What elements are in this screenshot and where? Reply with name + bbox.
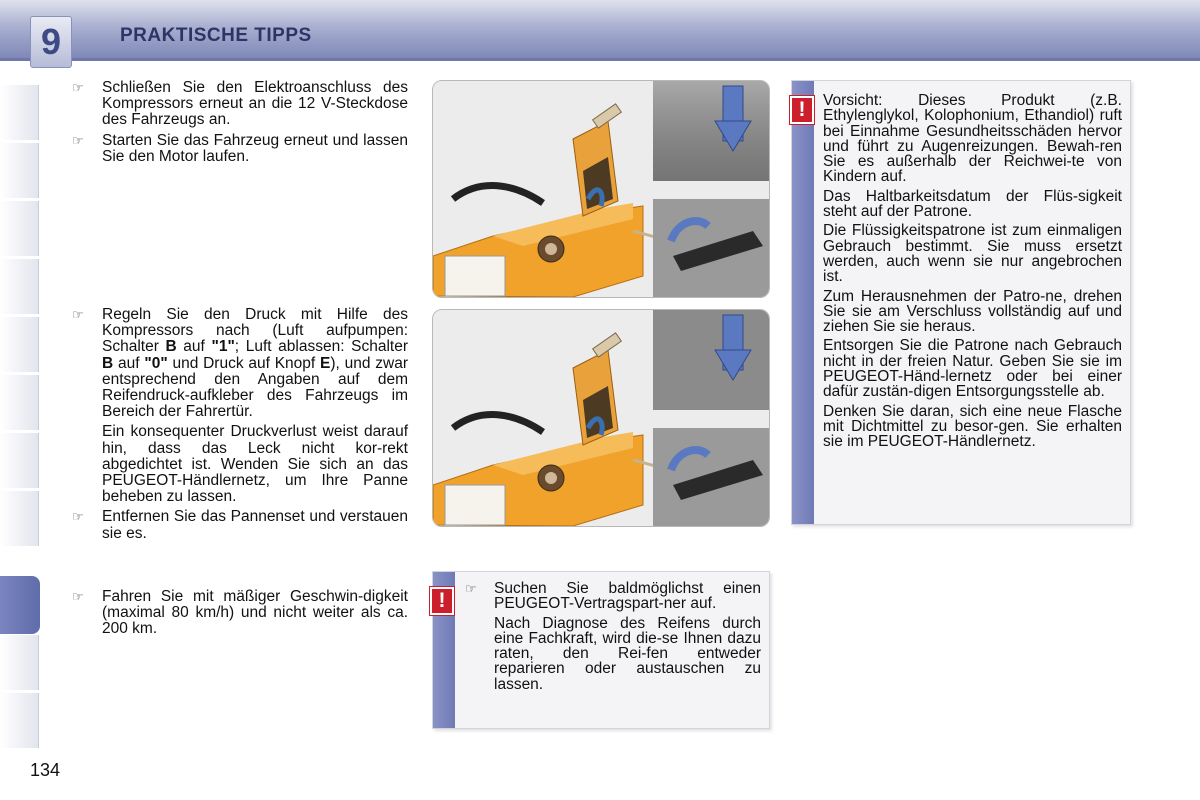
instructions-block-3	[72, 589, 408, 642]
paragraph: Das Haltbarkeitsdatum der Flüs-sigkeit steht auf der Patrone.	[823, 187, 1122, 221]
chapter-tab[interactable]	[0, 143, 39, 198]
compressor-illustration-1	[432, 80, 770, 298]
paragraph: Ein konsequenter Druckverlust weist darauf hin, dass das Leck nicht kor-rekt abgedichtet ist. Wenden Sie sich an das PEUGEOT-Händlernetz, um Ihre Panne beheben zu lassen.	[102, 423, 408, 506]
chapter-tab[interactable]	[0, 201, 39, 256]
chapter-tab[interactable]	[0, 433, 39, 488]
warning-text	[465, 581, 761, 696]
pointing-hand-icon: ☞	[72, 307, 84, 322]
instructions-block-1	[72, 80, 408, 169]
list-item: ☞ Schließen Sie den Elektroanschluss des Kompressors erneut an die 12 V-Steckdose des Fahrzeugs an.	[72, 79, 408, 129]
chapter-tab[interactable]	[0, 259, 39, 314]
page-title: PRAKTISCHE TIPPS	[120, 25, 312, 46]
chapter-tab[interactable]	[0, 635, 39, 690]
list-item: ☞ Regeln Sie den Druck mit Hilfe des Kompressors nach (Luft aufpumpen: Schalter B auf "1"; Luft ablassen: Schalter B auf "0" und Druck auf Knopf E), und zwar entsprechend den Angaben auf dem Reifendruck-aufkleber des Fahrzeugs im Bereich der Fahrertür.	[72, 306, 409, 421]
pointing-hand-icon: ☞	[465, 581, 477, 596]
chapter-tab[interactable]	[0, 317, 39, 372]
warning-text	[823, 93, 1122, 454]
paragraph: Entsorgen Sie die Patrone nach Gebrauch nicht in der freien Natur. Geben Sie sie im PEUGEOT-Händ-lernetz oder bei einer dafür zustän-digen Entsorgungsstelle ab.	[823, 337, 1122, 401]
list-item: ☞ Starten Sie das Fahrzeug erneut und lassen Sie den Motor laufen.	[72, 131, 408, 165]
warning-box	[791, 80, 1131, 525]
chapter-tab-active[interactable]	[0, 576, 40, 634]
compressor-drawing	[433, 81, 769, 297]
warning-icon: !	[430, 587, 454, 615]
chapter-tab[interactable]	[0, 693, 39, 748]
warning-strip	[792, 81, 814, 524]
chapter-tab[interactable]	[0, 375, 39, 430]
chapter-tab[interactable]	[0, 85, 39, 140]
list-item: ☞ Suchen Sie baldmöglichst einen PEUGEOT-Vertragspart-ner auf.	[465, 580, 761, 613]
chapter-tab[interactable]	[0, 491, 39, 546]
pointing-hand-icon: ☞	[72, 509, 84, 525]
paragraph: Nach Diagnose des Reifens durch eine Fachkraft, wird die-se Ihnen dazu raten, den Rei-fen entweder reparieren oder austauschen zu lassen.	[494, 614, 761, 693]
pointing-hand-icon: ☞	[72, 589, 84, 604]
list-item: ☞ Entfernen Sie das Pannenset und verstauen sie es.	[72, 508, 408, 542]
compressor-drawing	[433, 310, 769, 526]
paragraph: Vorsicht: Dieses Produkt (z.B. Ethylenglykol, Kolophonium, Ethandiol) ruft bei Einnahme Gesundheitsschäden hervor und führt zu Augenreizungen. Bewah-ren Sie es außerhalb der Reichwei-te von Kindern auf.	[823, 92, 1122, 186]
chapter-number: 9	[30, 16, 72, 68]
header-divider	[0, 58, 1200, 61]
compressor-illustration-2	[432, 309, 770, 527]
warning-icon: !	[790, 96, 814, 124]
page-number: 134	[30, 760, 61, 780]
pointing-hand-icon: ☞	[72, 80, 84, 95]
pointing-hand-icon: ☞	[72, 132, 84, 148]
list-item: ☞ Fahren Sie mit mäßiger Geschwin-digkeit (maximal 80 km/h) und nicht weiter als ca. 200 km.	[72, 588, 408, 638]
paragraph: Denken Sie daran, sich eine neue Flasche mit Dichtmittel zu besor-gen. Sie erhalten sie im PEUGEOT-Händlernetz.	[823, 402, 1122, 451]
warning-box	[432, 571, 770, 729]
instructions-block-2	[72, 307, 408, 546]
paragraph: Zum Herausnehmen der Patro-ne, drehen Sie sie am Verschluss vollständig auf und ziehen Sie sie heraus.	[823, 287, 1122, 336]
paragraph: Die Flüssigkeitspatrone ist zum einmaligen Gebrauch bestimmt. Sie muss ersetzt werden, auch wenn sie nur angebrochen ist.	[823, 222, 1122, 286]
